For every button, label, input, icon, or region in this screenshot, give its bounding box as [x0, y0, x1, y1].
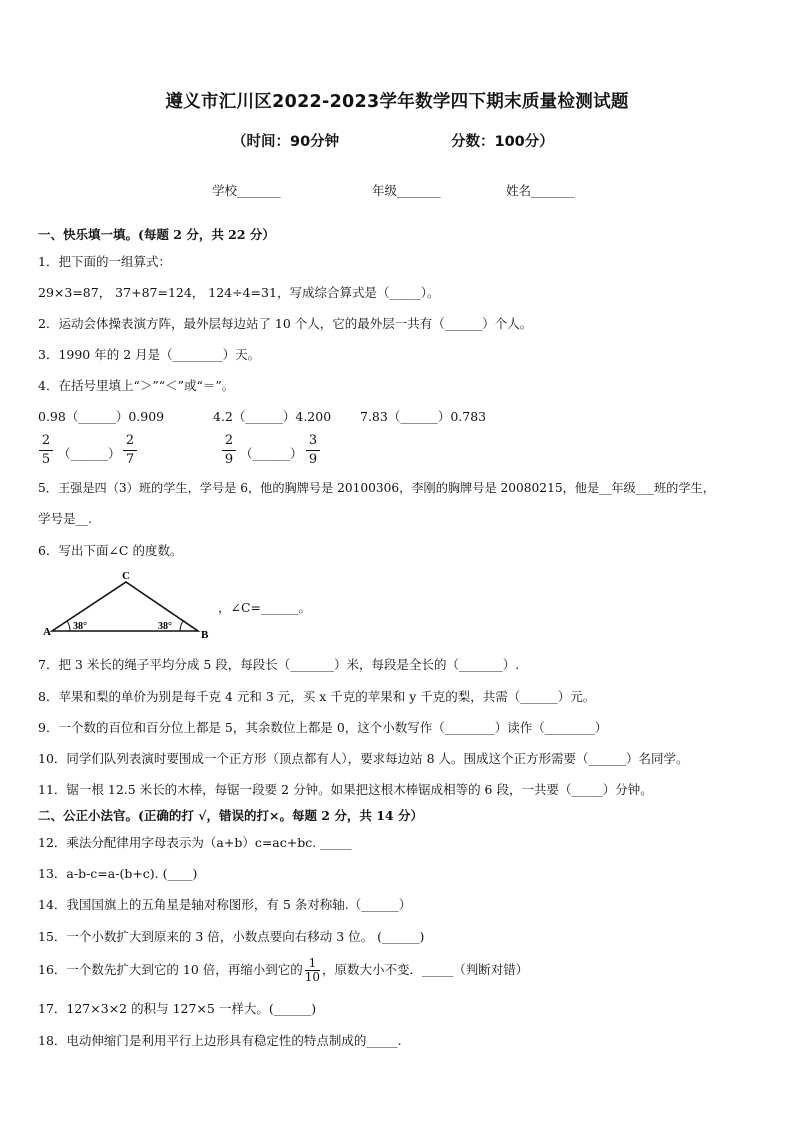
exam-time: （时间：90分钟: [232, 134, 340, 150]
question-4-row1b: 4.2（______）4.200: [213, 409, 332, 424]
question-17: 17．127×3×2 的积与 127×5 一样大。(______): [38, 1001, 317, 1016]
question-5-line1: 5．王强是四（3）班的学生，学号是 6，他的胸牌号是 20100306，李刚的胸牌号是 20080215，他是__年级___班的学生，: [38, 481, 715, 495]
question-6: 6．写出下面∠C 的度数。: [38, 543, 183, 558]
name-field: 姓名_______: [506, 183, 575, 198]
question-11: 11．锯一根 12.5 米长的木棒，每锯一段要 2 分钟。如果把这根木棒锯成相等的 6 段，一共要（_____）分钟。: [38, 782, 653, 797]
angle-b-label: 38°: [158, 621, 172, 632]
question-8: 8．苹果和梨的单价为别是每千克 4 元和 3 元，买 x 千克的苹果和 y 千克的梨，共需（______）元。: [38, 689, 596, 704]
fraction-1-10: $\frac{1}{10}$: [304, 956, 321, 984]
question-12: 12．乘法分配律用字母表示为（a+b）c=ac+bc. _____: [38, 835, 352, 850]
vertex-b-label: B: [201, 629, 209, 640]
question-16: [38, 957, 528, 984]
question-9: 9．一个数的百位和百分位上都是 5，其余数位上都是 0，这个小数写作（________）读作（________）: [38, 720, 608, 735]
section2-heading: 二、公正小法官。(正确的打 √，错误的打×。每题 2 分，共 14 分）: [38, 808, 423, 823]
vertex-a-label: A: [43, 626, 51, 638]
question-5-line2: 学号是__.: [38, 511, 92, 526]
question-4-blank2: （______）: [240, 446, 303, 461]
question-4-row1a: 0.98（______）0.909: [38, 409, 165, 424]
question-10: 10．同学们队列表演时要围成一个正方形（顶点都有人），要求每边站 8 人。围成这个正方形需要（______）名同学。: [38, 751, 689, 766]
question-7: 7．把 3 米长的绳子平均分成 5 段，每段长（_______）米，每段是全长的（_______）.: [38, 657, 520, 672]
school-field: 学校_______: [212, 183, 281, 198]
question-4: 4．在括号里填上“＞”“＜”或“＝”。: [38, 378, 235, 393]
fraction-3-9: 3 9: [306, 433, 320, 468]
question-2: 2．运动会体操表演方阵，最外层每边站了 10 个人，它的最外层一共有（______）个人。: [38, 316, 533, 331]
section1-heading: 一、快乐填一填。(每题 2 分，共 22 分）: [38, 227, 275, 242]
question-6-answer: ，∠C=______。: [218, 600, 312, 615]
exam-score: 分数：100分）: [451, 134, 554, 150]
question-15: 15．一个小数扩大到原来的 3 倍，小数点要向右移动 3 位。 (______): [38, 929, 425, 944]
question-4-row1c: 7.83（______）0.783: [360, 409, 487, 424]
question-1-exprs: 29×3=87， 37+87=124， 124÷4=31，写成综合算式是（_____）。: [38, 285, 440, 300]
question-13: 13．a-b-c=a-(b+c). (____): [38, 866, 198, 881]
question-1: 1．把下面的一组算式：: [38, 254, 171, 269]
question-16-before: 16．一个数先扩大到它的 10 倍，再缩小到它的: [38, 962, 303, 977]
fraction-2-5: 2 5: [39, 433, 53, 468]
angle-b-arc: [180, 621, 183, 631]
fraction-2-9: 2 9: [222, 433, 236, 468]
angle-a-label: 38°: [73, 621, 87, 632]
question-4-blank1: （______）: [58, 446, 121, 461]
vertex-c-label: C: [122, 570, 130, 582]
question-3: 3．1990 年的 2 月是（________）天。: [38, 347, 261, 362]
angle-a-arc: [67, 621, 70, 631]
exam-title: 遵义市汇川区2022-2023学年数学四下期末质量检测试题: [165, 92, 629, 112]
question-14: 14．我国国旗上的五角星是轴对称图形，有 5 条对称轴.（______）: [38, 897, 412, 912]
triangle-figure: [40, 568, 215, 640]
fraction-2-7: 2 7: [123, 433, 137, 468]
grade-field: 年级_______: [372, 183, 441, 198]
question-16-after: ，原数大小不变．_____（判断对错）: [322, 962, 529, 977]
question-18: 18．电动伸缩门是利用平行上边形具有稳定性的特点制成的_____.: [38, 1033, 402, 1048]
